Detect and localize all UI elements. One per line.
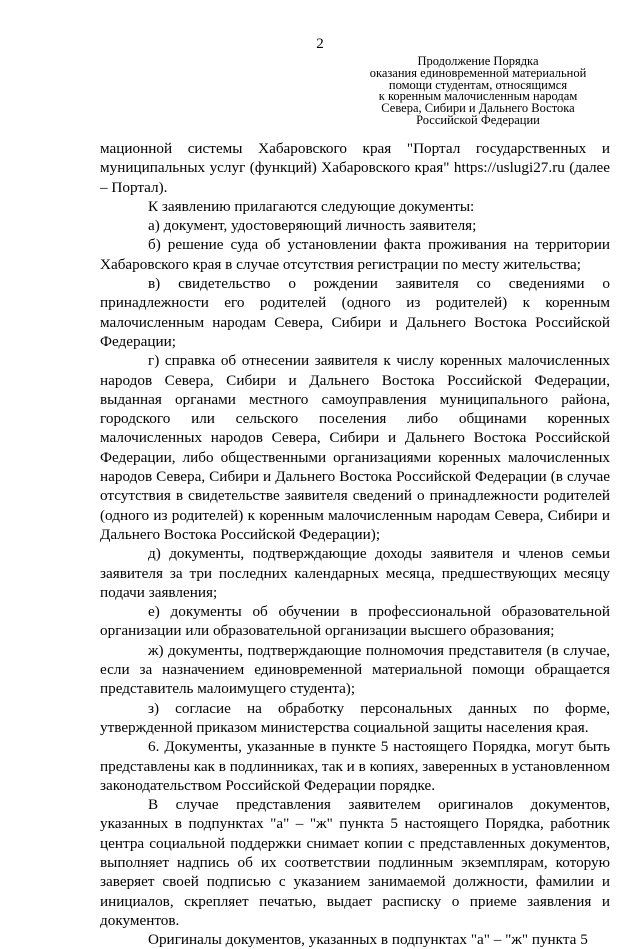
list-item: е) документы об обучении в профессиональной образовательной организации или образовательной организации высшего образования; bbox=[100, 603, 610, 640]
paragraph: 6. Документы, указанные в пункте 5 настоящего Порядка, могут быть представлены как в подлинниках, так и в копиях, заверенных в установленном законодательством Российской Федерации порядке. bbox=[100, 738, 610, 794]
paragraph: В случае представления заявителем оригиналов документов, указанных в подпунктах "а" – "ж" пункта 5 настоящего Порядка, работник центра социальной поддержки снимает копии с представленных документов, выполняет надпись об их соответствии подлинным экземплярам, которую заверяет своей подписью с указанием занимаемой должности, фамилии и инициалов, скрепляет печатью, выдает расписку о приеме заявления и документов. bbox=[100, 796, 610, 929]
list-item: г) справка об отнесении заявителя к числу коренных малочисленных народов Севера, Сибири и Дальнего Востока Российской Федерации, выданная органами местного самоуправления муниципального района, городского или сельского поселения либо общинами коренных малочисленных народов Севера, Сибири и Дальнего Востока Российской Федерации, либо общественными организациями коренных малочисленных народов Севера, Сибири и Дальнего Востока Российской Федерации (в случае отсутствия в свидетельстве заявителя сведений о принадлежности родителей (одного из родителей) к коренным малочисленным народам Севера, Сибири и Дальнего Востока Российской Федерации); bbox=[100, 352, 610, 543]
header-line: помощи студентам, относящимся bbox=[388, 77, 568, 92]
paragraph: Оригиналы документов, указанных в подпунктах "а" – "ж" пункта 5 bbox=[148, 931, 588, 949]
paragraph: мационной системы Хабаровского края "Портал государственных и муниципальных услуг (функций) Хабаровского края" https://uslugi27.ru (далее – Портал). bbox=[100, 140, 610, 196]
document-body bbox=[100, 139, 610, 949]
list-item: б) решение суда об установлении факта проживания на территории Хабаровского края в случае отсутствия регистрации по месту жительства; bbox=[100, 236, 610, 273]
header-line: Российской Федерации bbox=[416, 112, 540, 127]
list-item: з) согласие на обработку персональных данных по форме, утвержденной приказом министерства социальной защиты населения края. bbox=[100, 699, 610, 736]
list-item: ж) документы, подтверждающие полномочия представителя (в случае, если за назначением единовременной материальной помощи обращается представитель малоимущего студента); bbox=[100, 641, 610, 698]
page-number: 2 bbox=[316, 36, 324, 52]
list-item: д) документы, подтверждающие доходы заявителя и членов семьи заявителя за три последних календарных месяца, предшествующих месяцу подачи заявления; bbox=[100, 545, 610, 601]
header-line: Севера, Сибири и Дальнего Востока bbox=[381, 101, 575, 116]
header-line: Продолжение Порядка bbox=[417, 54, 539, 68]
header-line: к коренным малочисленным народам bbox=[378, 89, 578, 104]
document-header-note bbox=[348, 56, 608, 127]
paragraph: К заявлению прилагаются следующие документы: bbox=[148, 197, 475, 215]
list-item: а) документ, удостоверяющий личность заявителя; bbox=[148, 217, 477, 235]
header-line: оказания единовременной материальной bbox=[369, 65, 587, 80]
list-item: в) свидетельство о рождении заявителя со сведениями о принадлежности его родителей (одного из родителей) к коренным малочисленным народам Севера, Сибири и Дальнего Востока Российской Федерации; bbox=[100, 275, 610, 350]
